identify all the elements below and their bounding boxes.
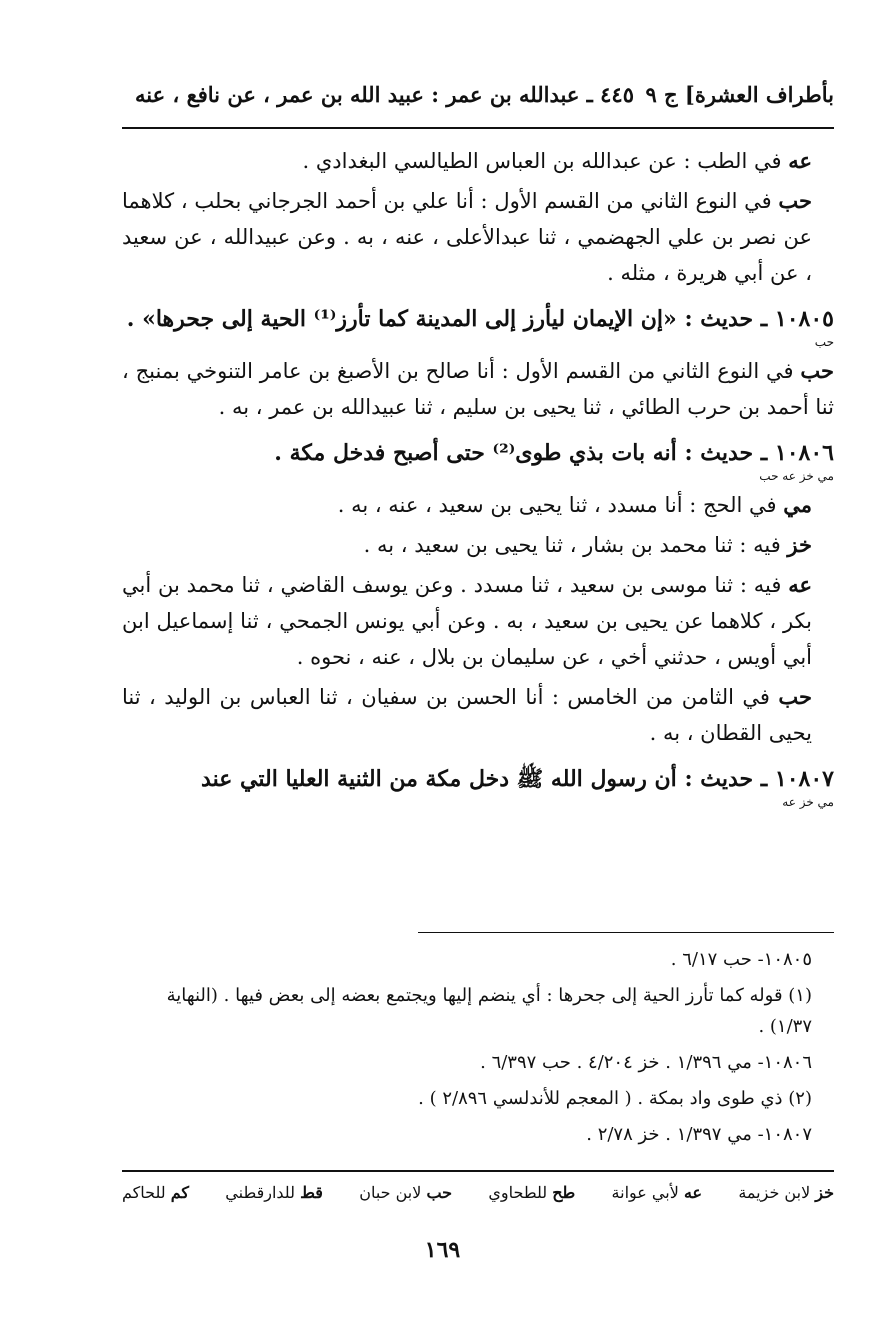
hadith-label: ـ حديث :: [684, 440, 768, 466]
footnotes: [122, 944, 834, 1155]
header-rule: [122, 127, 834, 129]
paragraph: [122, 143, 834, 179]
header-book-title: بأطراف العشرة] ج ٩: [645, 82, 834, 107]
paragraph: [122, 487, 834, 523]
paragraph: [122, 353, 834, 425]
footnote: (١) قوله كما تأرز الحية إلى جحرها : أي ينضم إليها ويجتمع بعضه إلى بعض فيها . (النهاية ١/٣٧) .: [166, 985, 812, 1037]
header-section-title: ٤٤٥ ـ عبدالله بن عمر : عبيد الله بن عمر ، عن نافع ، عنه: [135, 82, 634, 107]
abbreviation-item: طح للطحاوي: [488, 1183, 576, 1202]
hadith-text: أن رسول الله ﷺ دخل مكة من الثنية العليا التي عند: [201, 766, 677, 792]
hadith-sigil: مي خز عه حب: [759, 469, 834, 483]
abbreviation-item: حب لابن حبان: [359, 1183, 453, 1202]
abbreviation-item: كم للحاكم: [122, 1183, 189, 1202]
hadith-number: ١٠٨٠٧: [774, 766, 834, 792]
footnote-rule: [418, 932, 834, 933]
hadith-sigil: مي خز عه: [782, 795, 834, 809]
footnote: (٢) ذي طوى واد بمكة . ( المعجم للأندلسي ٢/٨٩٦ ) .: [418, 1088, 812, 1109]
abbreviation-item: عه لأبي عوانة: [611, 1183, 703, 1202]
hadith-heading: [122, 301, 834, 337]
hadith-label: ـ حديث :: [684, 766, 768, 792]
source-code: عه: [788, 148, 812, 173]
paragraph-text: فيه : ثنا موسى بن سعيد ، ثنا مسدد . وعن يوسف القاضي ، ثنا محمد بن أبي بكر ، كلاهما عن يحيى بن سعيد ، به . وعن أبي يونس الجمحي ، ثنا إسماعيل ابن أبي أويس ، حدثني أخي ، عن سليمان بن بلال ، عنه ، نحوه .: [122, 573, 812, 669]
paragraph-text: في الحج : أنا مسدد ، ثنا يحيى بن سعيد ، عنه ، به .: [337, 493, 777, 517]
paragraph-text: فيه : ثنا محمد بن بشار ، ثنا يحيى بن سعيد ، به .: [363, 533, 781, 557]
paragraph: [122, 567, 834, 675]
abbreviations-rule: [122, 1170, 834, 1172]
hadith-text: أنه بات بذي طوى⁽²⁾ حتى أصبح فدخل مكة .: [274, 440, 677, 466]
footnote: ١٠٨٠٥- حب ٦/١٧ .: [670, 949, 812, 970]
source-code: مي: [783, 492, 812, 517]
main-text: [122, 143, 834, 813]
hadith-heading: [122, 761, 834, 797]
abbreviation-item: قط للدارقطني: [225, 1183, 323, 1202]
footnote: ١٠٨٠٧- مي ١/٣٩٧ . خز ٢/٧٨ .: [586, 1124, 812, 1145]
page-number: ١٦٩: [424, 1237, 461, 1263]
paragraph-text: في الثامن من الخامس : أنا الحسن بن سفيان ، ثنا العباس بن الوليد ، ثنا يحيى القطان ، به .: [122, 685, 812, 745]
hadith-heading: [122, 435, 834, 471]
source-code: حب: [778, 684, 812, 709]
hadith-text: «إن الإيمان ليأرز إلى المدينة كما تأرز⁽¹⁾ الحية إلى جحرها» .: [126, 306, 677, 332]
footnote: ١٠٨٠٦- مي ١/٣٩٦ . خز ٤/٢٠٤ . حب ٦/٣٩٧ .: [480, 1052, 812, 1073]
hadith-label: ـ حديث :: [684, 306, 768, 332]
running-header: [122, 82, 834, 116]
hadith-number: ١٠٨٠٥: [774, 306, 834, 332]
abbreviation-item: خز لابن خزيمة: [738, 1183, 834, 1202]
paragraph: [122, 679, 834, 751]
source-code: خز: [787, 532, 812, 557]
paragraph-text: في الطب : عن عبدالله بن العباس الطيالسي البغدادي .: [302, 149, 782, 173]
hadith-sigil: حب: [814, 335, 834, 349]
source-code: حب: [800, 358, 834, 383]
paragraph-text: في النوع الثاني من القسم الأول : أنا صالح بن الأصبغ بن عامر التنوخي بمنبج ، ثنا أحمد بن حرب الطائي ، ثنا يحيى بن سليم ، ثنا عبيدالله بن عمر ، به .: [122, 359, 834, 419]
source-code: حب: [778, 188, 812, 213]
source-code: عه: [788, 572, 812, 597]
paragraph: [122, 183, 834, 291]
hadith-number: ١٠٨٠٦: [774, 440, 834, 466]
abbreviations-key: [122, 1183, 834, 1202]
paragraph-text: في النوع الثاني من القسم الأول : أنا علي بن أحمد الجرجاني بحلب ، كلاهما عن نصر بن علي الجهضمي ، ثنا عبدالأعلى ، عنه ، به . وعن عبيدالله ، عن سعيد ، عن أبي هريرة ، مثله .: [122, 189, 812, 285]
paragraph: [122, 527, 834, 563]
